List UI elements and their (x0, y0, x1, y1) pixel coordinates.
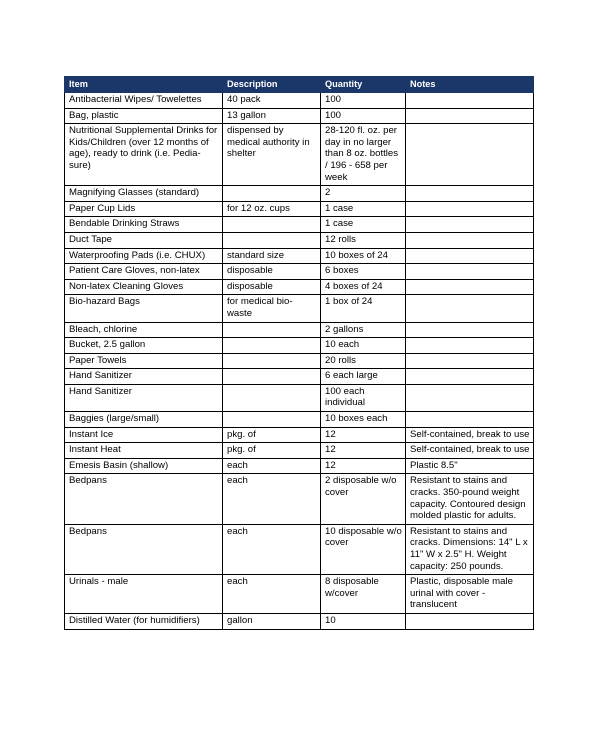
cell-notes: Plastic 8.5" (406, 458, 534, 474)
cell-notes (406, 384, 534, 411)
cell-item: Paper Cup Lids (65, 201, 223, 217)
cell-description: standard size (223, 248, 321, 264)
cell-notes (406, 108, 534, 124)
cell-notes: Plastic, disposable male urinal with cover - translucent (406, 575, 534, 614)
header-description: Description (223, 77, 321, 93)
cell-quantity: 8 disposable w/cover (321, 575, 406, 614)
cell-description: for medical bio-waste (223, 295, 321, 322)
table-row (65, 93, 534, 109)
cell-description: disposable (223, 279, 321, 295)
cell-item: Bleach, chlorine (65, 322, 223, 338)
cell-notes: Self-contained, break to use (406, 427, 534, 443)
cell-description (223, 412, 321, 428)
cell-item: Patient Care Gloves, non-latex (65, 264, 223, 280)
cell-quantity: 2 gallons (321, 322, 406, 338)
cell-description: pkg. of (223, 443, 321, 459)
table-row (65, 384, 534, 411)
cell-description: dispensed by medical authority in shelter (223, 124, 321, 186)
cell-notes (406, 248, 534, 264)
table-row (65, 412, 534, 428)
cell-item: Instant Heat (65, 443, 223, 459)
table-row (65, 443, 534, 459)
cell-notes (406, 264, 534, 280)
cell-description: gallon (223, 613, 321, 629)
cell-item: Emesis Basin (shallow) (65, 458, 223, 474)
table-row (65, 217, 534, 233)
table-row (65, 186, 534, 202)
cell-description: 13 gallon (223, 108, 321, 124)
cell-quantity: 12 rolls (321, 232, 406, 248)
cell-notes (406, 295, 534, 322)
table-row (65, 322, 534, 338)
cell-quantity: 4 boxes of 24 (321, 279, 406, 295)
cell-quantity: 100 (321, 93, 406, 109)
cell-item: Non-latex Cleaning Gloves (65, 279, 223, 295)
cell-item: Instant Ice (65, 427, 223, 443)
table-row (65, 613, 534, 629)
cell-item: Antibacterial Wipes/ Towelettes (65, 93, 223, 109)
cell-quantity: 2 (321, 186, 406, 202)
cell-description (223, 186, 321, 202)
table-row (65, 575, 534, 614)
cell-quantity: 1 case (321, 201, 406, 217)
cell-notes (406, 186, 534, 202)
cell-description (223, 369, 321, 385)
cell-quantity: 100 (321, 108, 406, 124)
cell-item: Waterproofing Pads (i.e. CHUX) (65, 248, 223, 264)
table-row (65, 353, 534, 369)
table-row (65, 108, 534, 124)
table-row (65, 201, 534, 217)
cell-quantity: 100 each individual (321, 384, 406, 411)
cell-description: each (223, 524, 321, 574)
cell-item: Bag, plastic (65, 108, 223, 124)
cell-quantity: 12 (321, 427, 406, 443)
cell-quantity: 10 each (321, 338, 406, 354)
cell-item: Hand Sanitizer (65, 384, 223, 411)
cell-description (223, 384, 321, 411)
table-row (65, 248, 534, 264)
cell-description (223, 232, 321, 248)
cell-item: Bucket, 2.5 gallon (65, 338, 223, 354)
cell-item: Bendable Drinking Straws (65, 217, 223, 233)
cell-item: Urinals - male (65, 575, 223, 614)
cell-notes (406, 369, 534, 385)
table-row (65, 338, 534, 354)
cell-notes (406, 217, 534, 233)
cell-description: each (223, 575, 321, 614)
cell-item: Bedpans (65, 474, 223, 524)
cell-quantity: 6 each large (321, 369, 406, 385)
cell-quantity: 1 case (321, 217, 406, 233)
cell-quantity: 10 boxes of 24 (321, 248, 406, 264)
cell-item: Baggies (large/small) (65, 412, 223, 428)
table-row (65, 279, 534, 295)
cell-item: Hand Sanitizer (65, 369, 223, 385)
cell-item: Magnifying Glasses (standard) (65, 186, 223, 202)
cell-notes (406, 322, 534, 338)
cell-description: pkg. of (223, 427, 321, 443)
table-row (65, 369, 534, 385)
header-quantity: Quantity (321, 77, 406, 93)
cell-notes: Resistant to stains and cracks. 350-pound weight capacity. Contoured design molded plastic for adults. (406, 474, 534, 524)
cell-quantity: 6 boxes (321, 264, 406, 280)
cell-description: disposable (223, 264, 321, 280)
cell-quantity: 10 disposable w/o cover (321, 524, 406, 574)
cell-quantity: 12 (321, 458, 406, 474)
cell-quantity: 20 rolls (321, 353, 406, 369)
cell-description: for 12 oz. cups (223, 201, 321, 217)
table-header-row (65, 77, 534, 93)
table-row (65, 124, 534, 186)
table-row (65, 458, 534, 474)
table-row (65, 264, 534, 280)
cell-quantity: 2 disposable w/o cover (321, 474, 406, 524)
cell-notes (406, 353, 534, 369)
cell-item: Bedpans (65, 524, 223, 574)
cell-notes: Resistant to stains and cracks. Dimensions: 14" L x 11" W x 2.5" H. Weight capacity: 250 pounds. (406, 524, 534, 574)
cell-notes: Self-contained, break to use (406, 443, 534, 459)
cell-notes (406, 93, 534, 109)
cell-item: Paper Towels (65, 353, 223, 369)
table-row (65, 474, 534, 524)
cell-description (223, 338, 321, 354)
cell-description (223, 217, 321, 233)
cell-item: Nutritional Supplemental Drinks for Kids/Children (over 12 months of age), ready to drink (i.e. Pedia-sure) (65, 124, 223, 186)
cell-quantity: 10 boxes each (321, 412, 406, 428)
cell-item: Distilled Water (for humidifiers) (65, 613, 223, 629)
cell-description: each (223, 458, 321, 474)
cell-notes (406, 279, 534, 295)
cell-quantity: 10 (321, 613, 406, 629)
cell-description: 40 pack (223, 93, 321, 109)
cell-notes (406, 613, 534, 629)
cell-item: Duct Tape (65, 232, 223, 248)
cell-quantity: 28-120 fl. oz. per day in no larger than 8 oz. bottles / 196 - 658 per week (321, 124, 406, 186)
cell-description (223, 353, 321, 369)
cell-item: Bio-hazard Bags (65, 295, 223, 322)
cell-notes (406, 338, 534, 354)
supply-table (64, 76, 534, 630)
cell-description: each (223, 474, 321, 524)
cell-notes (406, 412, 534, 428)
cell-notes (406, 201, 534, 217)
table-row (65, 295, 534, 322)
table-row (65, 524, 534, 574)
header-item: Item (65, 77, 223, 93)
cell-quantity: 12 (321, 443, 406, 459)
cell-notes (406, 232, 534, 248)
cell-description (223, 322, 321, 338)
table-row (65, 427, 534, 443)
table-row (65, 232, 534, 248)
header-notes: Notes (406, 77, 534, 93)
cell-quantity: 1 box of 24 (321, 295, 406, 322)
cell-notes (406, 124, 534, 186)
